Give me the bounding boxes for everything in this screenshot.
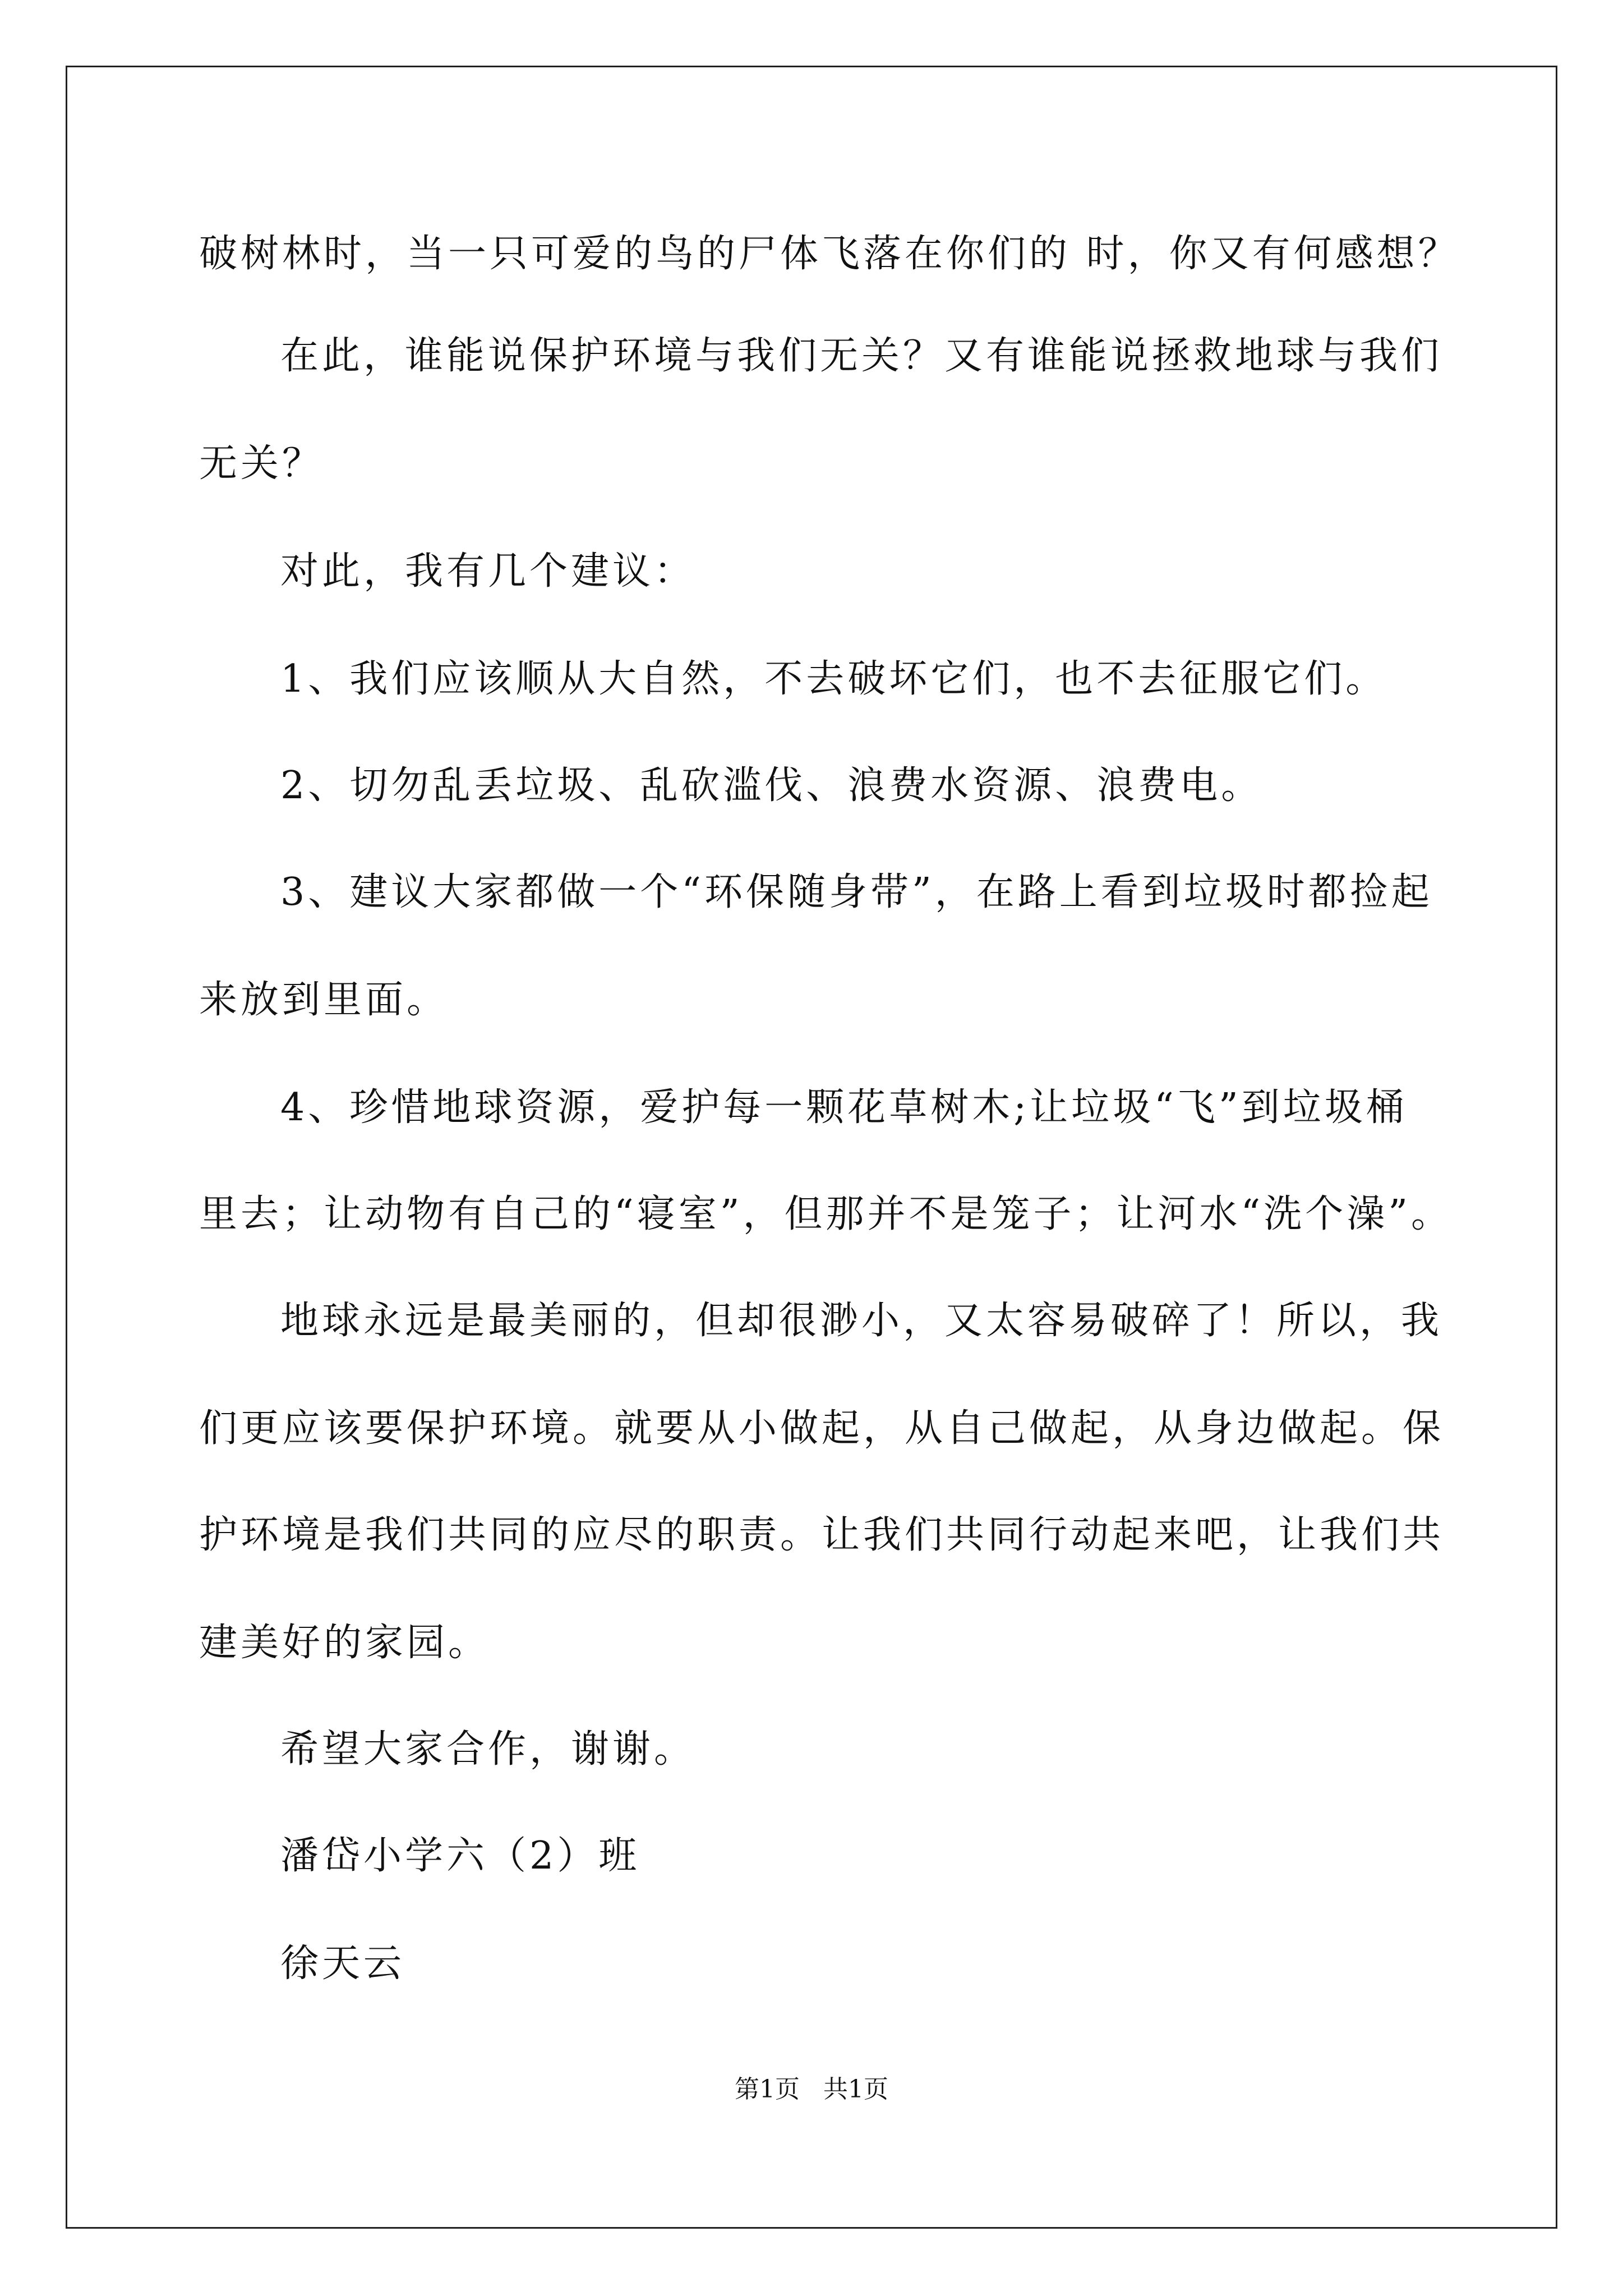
list-item: 1、我们应该顺从大自然，不去破坏它们，也不去征服它们。 xyxy=(280,657,1387,701)
list-item: 2、切勿乱丢垃圾、乱砍滥伐、浪费水资源、浪费电。 xyxy=(280,763,1263,808)
paragraph-line: 护环境是我们共同的应尽的职责。让我们共同行动起来吧，让我们共 xyxy=(199,1513,1445,1557)
list-item: 4、珍惜地球资源，爱护每一颗花草树木;让垃圾“飞”到垃圾桶 xyxy=(280,1085,1408,1130)
list-item: 来放到里面。 xyxy=(199,978,449,1022)
page-footer: 第1页 共1页 xyxy=(735,2075,888,2104)
paragraph-line: 建美好的家园。 xyxy=(199,1621,490,1665)
closing-line: 希望大家合作，谢谢。 xyxy=(280,1727,696,1772)
paragraph-line: 无关？ xyxy=(199,441,324,486)
signature-class: 潘岱小学六（2）班 xyxy=(280,1834,640,1878)
paragraph-line: 破树林时，当一只可爱的鸟的尸体飞落在你们的 时，你又有何感想？ xyxy=(199,232,1460,276)
list-item: 3、建议大家都做一个“环保随身带”，在路上看到垃圾时都捡起 xyxy=(280,870,1433,914)
list-item: 里去；让动物有自己的“寝室”，但那并不是笼子；让河水“洗个澡”。 xyxy=(199,1192,1453,1236)
paragraph-line: 地球永远是最美丽的，但却很渺小，又太容易破碎了！所以，我 xyxy=(280,1299,1443,1343)
paragraph-line: 们更应该要保护环境。就要从小做起，从自己做起，从身边做起。保 xyxy=(199,1406,1445,1451)
page-border xyxy=(66,66,1557,2229)
signature-name: 徐天云 xyxy=(280,1941,405,1986)
paragraph-line: 在此，谁能说保护环境与我们无关？又有谁能说拯救地球与我们 xyxy=(280,334,1443,378)
paragraph-line: 对此，我有几个建议： xyxy=(280,549,696,593)
